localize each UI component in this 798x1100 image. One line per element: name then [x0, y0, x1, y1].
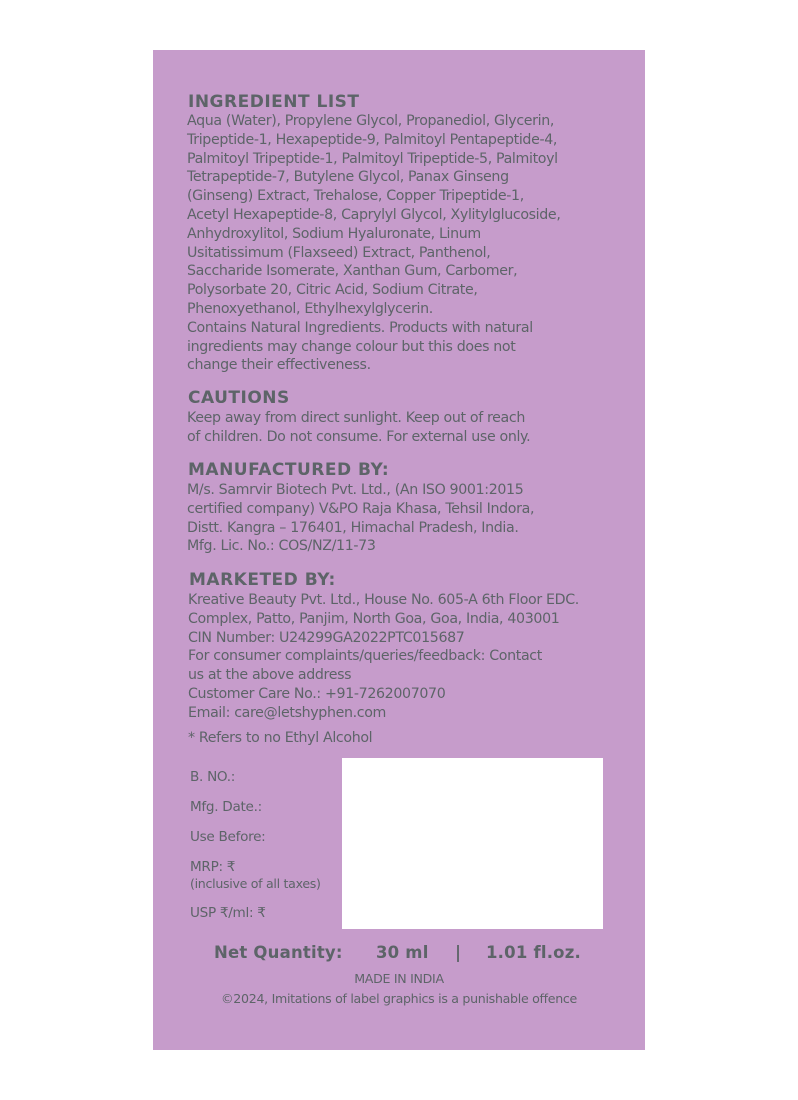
ingredients-line: Acetyl Hexapeptide-8, Caprylyl Glycol, Xylitylglucoside,	[187, 206, 561, 223]
made-in-india: MADE IN INDIA	[354, 971, 444, 986]
marketer-line: For consumer complaints/queries/feedback: Contact	[188, 648, 542, 665]
natural-note-line: change their effectiveness.	[187, 357, 371, 374]
usp-label: USP ₹/ml: ₹	[190, 905, 266, 921]
manufacturer-line: M/s. Samrvir Biotech Pvt. Ltd., (An ISO 9001:2015	[187, 482, 524, 498]
ingredients-line: Tripeptide-1, Hexapeptide-9, Palmitoyl Pentapeptide-4,	[187, 131, 558, 148]
marketer-line: Complex, Patto, Panjim, North Goa, Goa, India, 403001	[188, 610, 560, 627]
cautions-line: of children. Do not consume. For external use only.	[187, 428, 531, 445]
manufacturer-line: Mfg. Lic. No.: COS/NZ/11-73	[187, 538, 376, 555]
marketer-line: CIN Number: U24299GA2022PTC015687	[188, 629, 465, 646]
ingredients-line: Aqua (Water), Propylene Glycol, Propanediol, Glycerin,	[187, 113, 555, 129]
mrp-label: MRP: ₹	[190, 859, 236, 875]
use-before-label: Use Before:	[190, 829, 266, 845]
batch-number-label: B. NO.:	[190, 769, 236, 785]
natural-note-line: ingredients may change colour but this does not	[187, 338, 516, 355]
natural-note-line: Contains Natural Ingredients. Products with natural	[187, 319, 533, 336]
manufacturer-line: Distt. Kangra – 176401, Himachal Pradesh, India.	[187, 519, 519, 536]
marketer-line: us at the above address	[188, 667, 352, 684]
ingredients-line: Tetrapeptide-7, Butylene Glycol, Panax Ginseng	[187, 169, 509, 186]
manufacturer-line: certified company) V&PO Raja Khasa, Tehsil Indora,	[187, 500, 535, 517]
cautions-line: Keep away from direct sunlight. Keep out of reach	[187, 410, 525, 426]
marketer-details	[188, 591, 579, 723]
net-quantity-ml: 30 ml	[376, 943, 429, 962]
manufactured-heading: MANUFACTURED BY:	[188, 460, 390, 480]
email-line: Email: care@letshyphen.com	[188, 704, 387, 721]
ingredients-line: Saccharide Isomerate, Xanthan Gum, Carbomer,	[187, 263, 518, 280]
ingredients-line: Phenoxyethanol, Ethylhexylglycerin.	[187, 300, 433, 317]
marketer-line: Kreative Beauty Pvt. Ltd., House No. 605-A 6th Floor EDC.	[188, 592, 579, 608]
cautions-text	[187, 409, 530, 447]
ingredients-heading: INGREDIENT LIST	[188, 92, 360, 112]
net-quantity-separator: |	[455, 943, 462, 962]
ingredients-line: Anhydroxylitol, Sodium Hyaluronate, Linum	[187, 225, 481, 242]
ethyl-alcohol-footnote: * Refers to no Ethyl Alcohol	[188, 730, 373, 746]
mrp-tax-note: (inclusive of all taxes)	[190, 876, 321, 891]
marketed-heading: MARKETED BY:	[189, 570, 336, 590]
ingredients-line: (Ginseng) Extract, Trehalose, Copper Tripeptide-1,	[187, 188, 524, 205]
batch-print-area	[342, 758, 603, 929]
ingredients-line: Polysorbate 20, Citric Acid, Sodium Citrate,	[187, 282, 478, 299]
net-quantity-label: Net Quantity:	[214, 943, 343, 962]
manufacturer-details	[187, 481, 534, 556]
cautions-heading: CAUTIONS	[188, 388, 290, 408]
mfg-date-label: Mfg. Date.:	[190, 799, 262, 815]
copyright-notice: ©2024, Imitations of label graphics is a punishable offence	[221, 991, 577, 1006]
ingredients-list	[187, 112, 560, 375]
ingredients-line: Usitatissimum (Flaxseed) Extract, Panthenol,	[187, 244, 491, 261]
customer-care-line: Customer Care No.: +91-7262007070	[188, 685, 446, 702]
ingredients-line: Palmitoyl Tripeptide-1, Palmitoyl Tripeptide-5, Palmitoyl	[187, 150, 558, 167]
product-label	[153, 50, 645, 1050]
net-quantity-floz: 1.01 fl.oz.	[486, 943, 581, 962]
